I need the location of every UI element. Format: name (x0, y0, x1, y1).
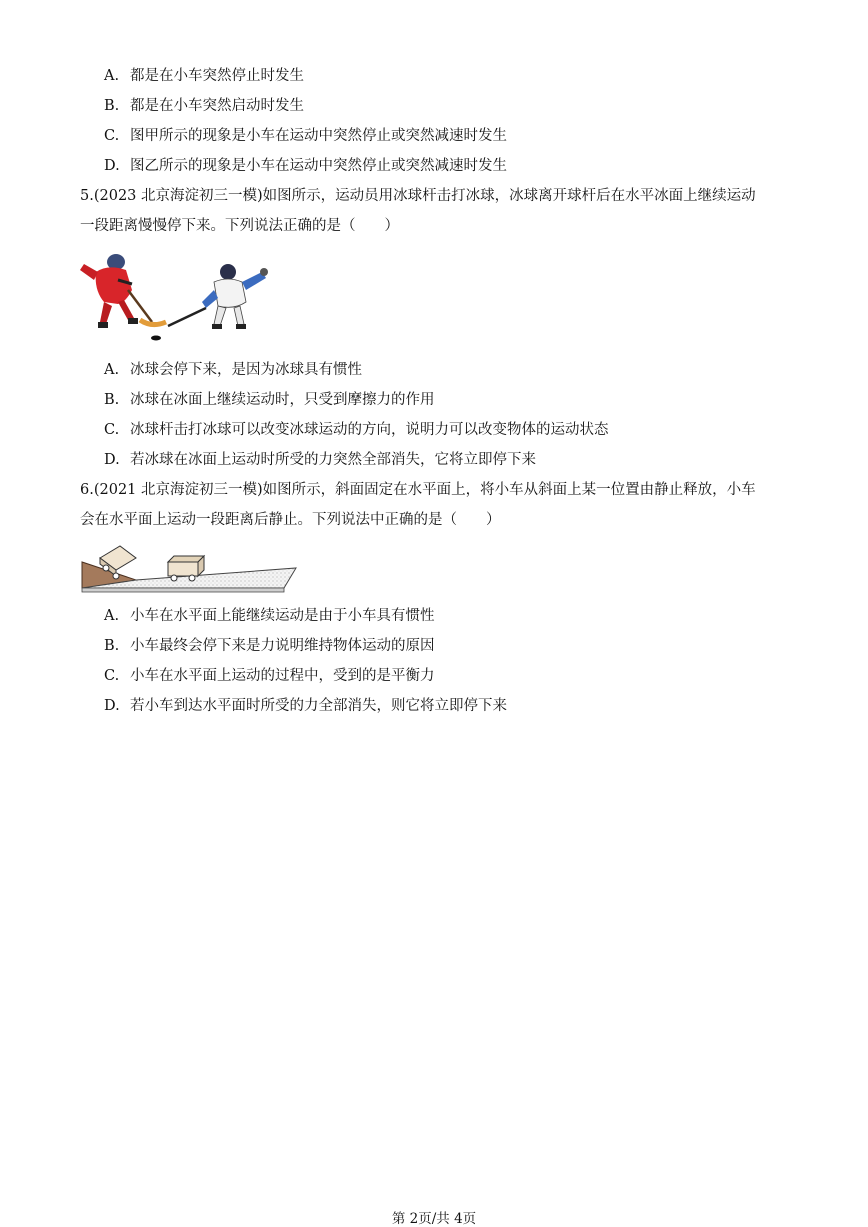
q5-option-c: C. 冰球杆击打冰球可以改变冰球运动的方向，说明力可以改变物体的运动状态 (104, 422, 609, 438)
q5-number: 5. (80, 188, 94, 204)
q5-option-d: D. 若冰球在冰面上运动时所受的力突然全部消失，它将立即停下来 (104, 452, 536, 468)
prev-option-d: D. 图乙所示的现象是小车在运动中突然停止或突然减速时发生 (104, 158, 507, 174)
prev-option-b: B. 都是在小车突然启动时发生 (104, 98, 304, 114)
q6-stem-line1 (80, 480, 756, 500)
q5-stem-line1 (80, 186, 756, 206)
q5-source: (2023 北京海淀初三一模) (93, 188, 263, 204)
puck-icon (151, 336, 161, 341)
prev-option-c: C. 图甲所示的现象是小车在运动中突然停止或突然减速时发生 (104, 128, 507, 144)
page-footer: 第 2页/共 4页 (391, 1211, 477, 1227)
q5-stem-line2: 一段距离慢慢停下来。下列说法正确的是（ ） (80, 218, 399, 234)
q6-option-b: B. 小车最终会停下来是力说明维持物体运动的原因 (104, 638, 435, 654)
q5-text: 如图所示，运动员用冰球杆击打冰球，冰球离开球杆后在水平冰面上继续运动 (262, 188, 756, 204)
white-player-icon (202, 264, 268, 329)
q6-source: (2021 北京海淀初三一模) (93, 482, 263, 498)
q5-option-a: A. 冰球会停下来，是因为冰球具有惯性 (104, 362, 362, 378)
q5-option-b: B. 冰球在冰面上继续运动时，只受到摩擦力的作用 (104, 392, 435, 408)
q6-number: 6. (80, 482, 94, 498)
q6-option-c: C. 小车在水平面上运动的过程中，受到的是平衡力 (104, 668, 435, 684)
prev-option-a: A. 都是在小车突然停止时发生 (104, 68, 304, 84)
q6-option-d: D. 若小车到达水平面时所受的力全部消失，则它将立即停下来 (104, 698, 507, 714)
ice-hockey-figure (78, 250, 274, 350)
q6-option-a: A. 小车在水平面上能继续运动是由于小车具有惯性 (104, 608, 435, 624)
q6-stem-line2: 会在水平面上运动一段距离后静止。下列说法中正确的是（ ） (80, 512, 501, 528)
incline-cart-figure (80, 540, 300, 596)
q6-text: 如图所示，斜面固定在水平面上，将小车从斜面上某一位置由静止释放，小车 (262, 482, 756, 498)
